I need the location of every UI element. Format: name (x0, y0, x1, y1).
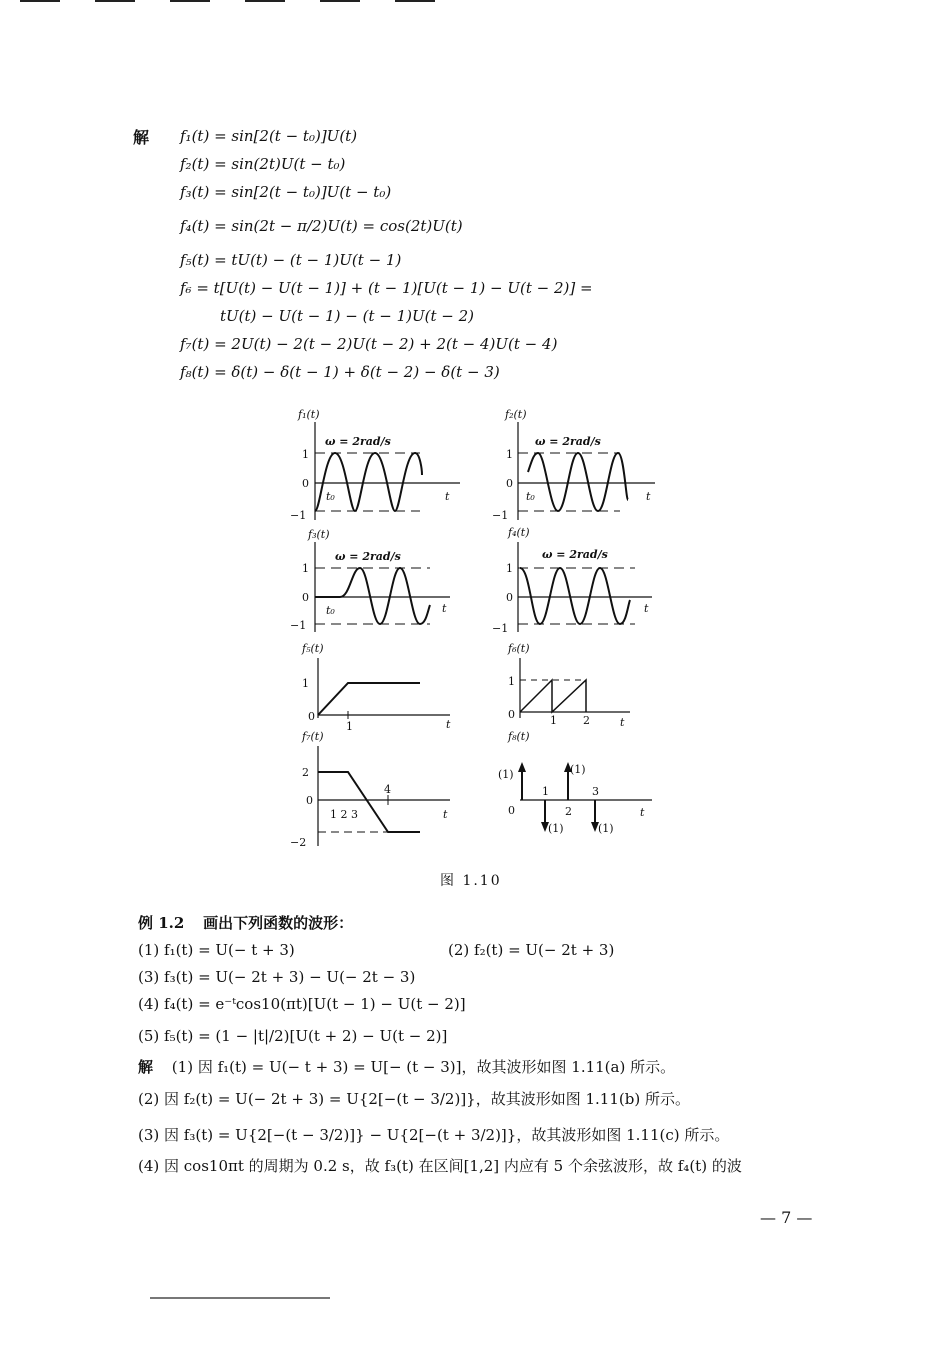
plot-f8-label: f₈(t) (508, 730, 530, 743)
plot-f1-label: f₁(t) (298, 408, 320, 421)
example-title-text: 画出下列函数的波形： (203, 914, 354, 932)
plot-f6 (507, 642, 630, 729)
plot-f2-omega: ω = 2rad/s (535, 435, 601, 448)
equation-f7: f₇(t) = 2U(t) − 2(t − 2)U(t − 2) + 2(t − 4)U(t − 4) (180, 335, 558, 353)
plot-f8-t: t (640, 806, 645, 819)
equation-list (180, 122, 593, 386)
plot-f8 (498, 730, 652, 835)
plot-f7-label: f₇(t) (302, 730, 324, 743)
plot-f7-t: t (443, 808, 448, 821)
plot-f8-tick1: 1 (542, 785, 549, 798)
plot-f3 (290, 528, 450, 632)
plot-f3-t0: t₀ (326, 604, 335, 617)
example-section (138, 910, 858, 1180)
plot-f4-t: t (644, 602, 649, 615)
plot-f7 (290, 730, 450, 849)
plot-f7-tick4: 4 (384, 783, 391, 796)
plot-f1-zero: 0 (302, 477, 309, 490)
page-number: — 7 — (760, 1208, 813, 1227)
plot-f1-neg-one: −1 (290, 509, 307, 522)
plot-f2-zero: 0 (506, 477, 513, 490)
plot-f5-one: 1 (302, 677, 309, 690)
plot-f8-weight-1: (1) (548, 822, 564, 835)
solution2-line-1: (1) 因 f₁(t) = U(− t + 3) = U[− (t − 3)]，故其波形如图 1.11(a) 所示。 (171, 1058, 676, 1076)
plot-f2-one: 1 (506, 448, 513, 461)
plot-f4-neg-one: −1 (492, 622, 509, 635)
solution-label: 解 (133, 128, 150, 147)
plot-f8-zero: 0 (508, 804, 515, 817)
plot-f5-zero: 0 (308, 710, 315, 723)
figure-1-10 (280, 400, 680, 860)
plot-f8-tick2: 2 (565, 805, 572, 818)
example-item-5: (5) f₅(t) = (1 − |t|/2)[U(t + 2) − U(t − 2)] (138, 1027, 448, 1045)
example-item-4: (4) f₄(t) = e⁻ᵗcos10(πt)[U(t − 1) − U(t − 2)] (138, 995, 466, 1013)
plot-f4-one: 1 (506, 562, 513, 575)
equation-f6: f₆ = t[U(t) − U(t − 1)] + (t − 1)[U(t − 1) − U(t − 2)] = (180, 279, 593, 297)
plot-f5-label: f₅(t) (302, 642, 324, 655)
plot-f2-label: f₂(t) (505, 408, 527, 421)
plot-f1-omega: ω = 2rad/s (325, 435, 391, 448)
plot-f7-zero: 0 (306, 794, 313, 807)
plot-f2-t0: t₀ (526, 490, 535, 503)
plot-f6-label: f₆(t) (508, 642, 530, 655)
plot-f5-tick1: 1 (346, 720, 353, 733)
plot-f3-omega: ω = 2rad/s (335, 550, 401, 563)
plot-f8-weight-3: (1) (598, 822, 614, 835)
plot-f3-neg-one: −1 (290, 619, 307, 632)
equation-f5: f₅(t) = tU(t) − (t − 1)U(t − 1) (180, 251, 402, 269)
solution2-line-4: (4) 因 cos10πt 的周期为 0.2 s，故 f₃(t) 在区间[1,2] 内应有 5 个余弦波形，故 f₄(t) 的波 (138, 1157, 742, 1175)
solution2-line-3: (3) 因 f₃(t) = U{2[−(t − 3/2)]} − U{2[−(t + 3/2)]}，故其波形如图 1.11(c) 所示。 (138, 1126, 730, 1144)
equation-f3: f₃(t) = sin[2(t − t₀)]U(t − t₀) (180, 183, 392, 201)
plot-f6-tick1: 1 (550, 714, 557, 727)
plot-f2-t: t (646, 490, 651, 503)
plot-f2-neg-one: −1 (492, 509, 509, 522)
plot-f6-t: t (620, 716, 625, 729)
plot-f8-weight-2: (1) (570, 763, 586, 776)
plot-f2 (492, 408, 655, 522)
plot-f7-neg-two: −2 (290, 836, 307, 849)
plot-f4-zero: 0 (506, 591, 513, 604)
plot-f7-ticks: 1 2 3 (330, 808, 358, 821)
plot-f3-zero: 0 (302, 591, 309, 604)
plot-f6-one: 1 (508, 675, 515, 688)
plot-f4 (492, 526, 652, 635)
plot-f3-label: f₃(t) (308, 528, 330, 541)
plot-f4-label: f₄(t) (508, 526, 530, 539)
plot-f5-t: t (446, 718, 451, 731)
bottom-rule (150, 1297, 330, 1299)
solution2-line-2: (2) 因 f₂(t) = U(− 2t + 3) = U{2[−(t − 3/2)]}，故其波形如图 1.11(b) 所示。 (138, 1090, 690, 1108)
plot-f4-omega: ω = 2rad/s (542, 548, 608, 561)
plot-f3-t: t (442, 602, 447, 615)
equation-f6-cont: tU(t) − U(t − 1) − (t − 1)U(t − 2) (220, 307, 475, 325)
equation-f4: f₄(t) = sin(2t − π/2)U(t) = cos(2t)U(t) (180, 217, 463, 235)
plot-f1 (290, 408, 460, 522)
plot-f8-tick3: 3 (592, 785, 599, 798)
plot-f1-t: t (445, 490, 450, 503)
plot-f1-t0: t₀ (326, 490, 335, 503)
example-title: 例 1.2 (138, 914, 185, 932)
figure-caption: 图 1.10 (440, 873, 502, 889)
equation-f2: f₂(t) = sin(2t)U(t − t₀) (180, 155, 346, 173)
plot-f6-zero: 0 (508, 708, 515, 721)
example-item-2: (2) f₂(t) = U(− 2t + 3) (448, 941, 615, 959)
example-item-1: (1) f₁(t) = U(− t + 3) (138, 941, 295, 959)
plot-f1-one: 1 (302, 448, 309, 461)
solution2-label: 解 (138, 1058, 154, 1076)
equation-f1: f₁(t) = sin[2(t − t₀)]U(t) (180, 127, 358, 145)
plot-f3-one: 1 (302, 562, 309, 575)
example-item-3: (3) f₃(t) = U(− 2t + 3) − U(− 2t − 3) (138, 968, 416, 986)
equation-f8: f₈(t) = δ(t) − δ(t − 1) + δ(t − 2) − δ(t − 3) (180, 363, 500, 381)
plot-f8-weight-0: (1) (498, 768, 514, 781)
plot-f5 (301, 642, 451, 733)
plot-f6-tick2: 2 (583, 714, 590, 727)
plot-f7-two: 2 (302, 766, 309, 779)
top-dash-rule (20, 0, 440, 4)
